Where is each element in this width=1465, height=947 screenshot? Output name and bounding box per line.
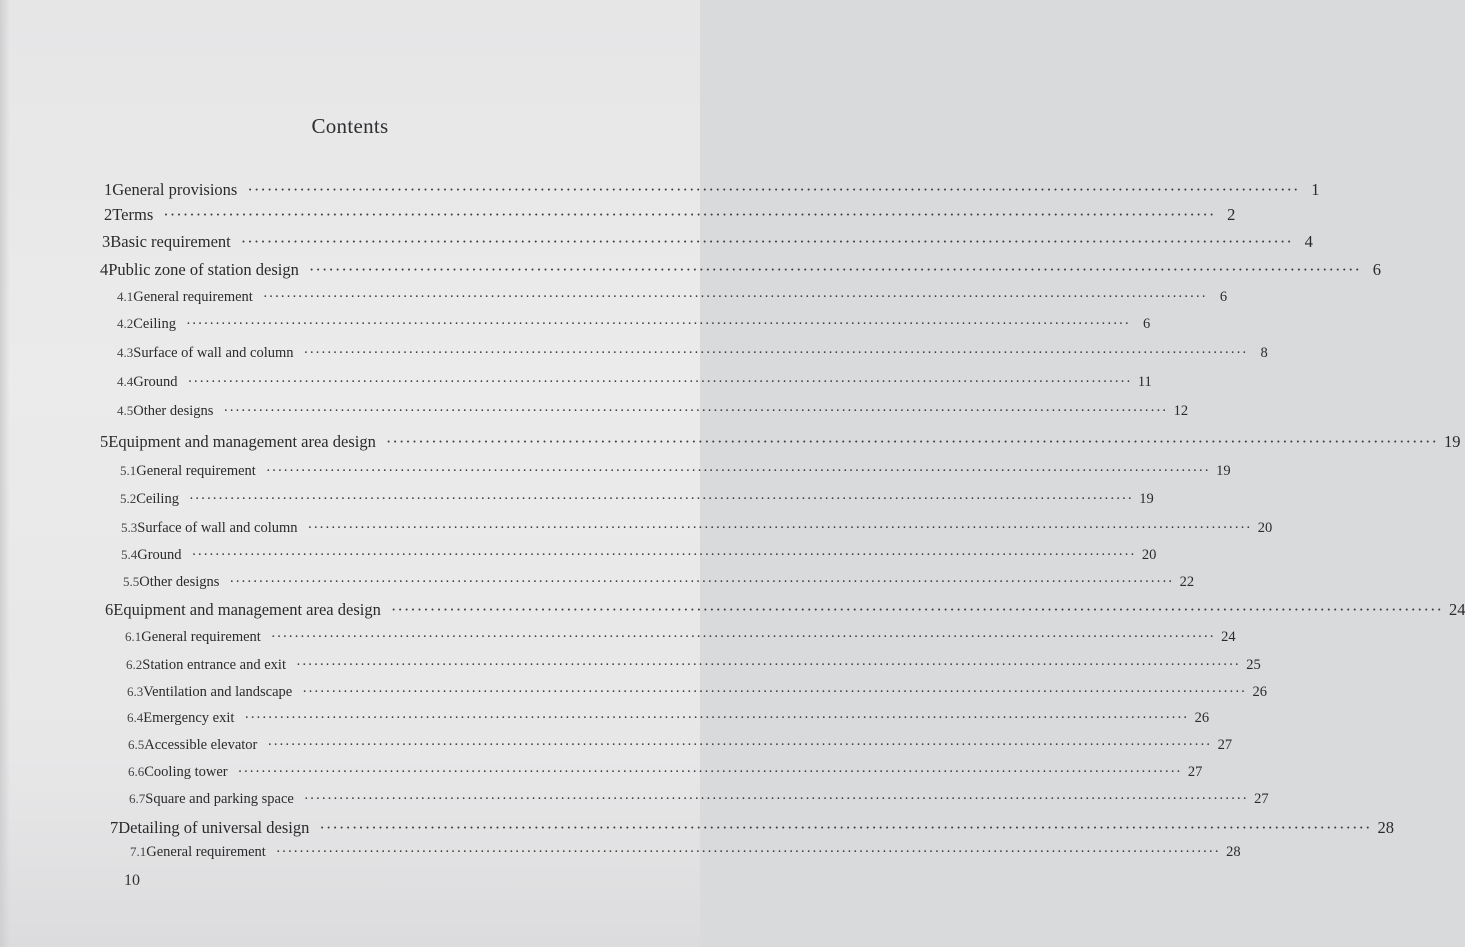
toc-entry-label: Other designs xyxy=(139,574,220,590)
toc-entry[interactable] xyxy=(127,710,1210,727)
toc-entry-label: Surface of wall and column xyxy=(137,520,298,536)
toc-entry-label: Ceiling xyxy=(136,491,179,507)
toc-entry-number: 6 xyxy=(105,600,114,619)
toc-entry-page: 1 xyxy=(1311,180,1320,199)
toc-entry-page: 28 xyxy=(1377,818,1394,837)
toc-entry[interactable] xyxy=(126,657,1261,674)
toc-entry[interactable] xyxy=(110,818,1394,838)
toc-dot-leader xyxy=(304,791,1248,808)
toc-entry-label: General provisions xyxy=(112,180,238,199)
toc-entry-number: 6.3 xyxy=(127,684,144,699)
toc-entry-number: 4.4 xyxy=(117,374,134,389)
toc-entry-number: 3 xyxy=(102,232,111,251)
toc-entry-number: 5.3 xyxy=(121,520,138,535)
toc-entry[interactable] xyxy=(120,463,1231,480)
toc-dot-leader xyxy=(189,491,1133,508)
toc-entry-number: 2 xyxy=(104,205,113,224)
toc-dot-leader xyxy=(247,180,1299,200)
toc-entry-label: Square and parking space xyxy=(145,791,294,807)
toc-dot-leader xyxy=(309,260,1361,280)
toc-entry-label: Ground xyxy=(137,547,182,563)
toc-entry[interactable] xyxy=(129,791,1269,808)
toc-entry-page: 11 xyxy=(1137,374,1152,390)
toc-entry-label: Emergency exit xyxy=(143,710,235,726)
toc-entry-number: 6.7 xyxy=(129,791,146,806)
toc-entry-page: 27 xyxy=(1187,764,1203,780)
toc-entry-label: General requirement xyxy=(133,289,253,305)
toc-entry-page: 19 xyxy=(1139,491,1154,507)
toc-entry-number: 5 xyxy=(100,432,109,451)
toc-dot-leader xyxy=(276,844,1220,861)
toc-entry-number: 6.5 xyxy=(128,737,145,752)
toc-entry[interactable] xyxy=(100,260,1382,280)
toc-entry-number: 5.5 xyxy=(123,574,140,589)
toc-entry-page: 22 xyxy=(1179,574,1195,590)
toc-entry[interactable] xyxy=(117,403,1189,420)
toc-entry-page: 2 xyxy=(1227,205,1236,224)
toc-entry-label: Ventilation and landscape xyxy=(143,684,293,700)
toc-entry-number: 7 xyxy=(110,818,119,837)
toc-entry-number: 4 xyxy=(100,260,109,279)
toc-entry-page: 6 xyxy=(1142,316,1151,332)
toc-entry-label: General requirement xyxy=(136,463,256,479)
toc-entry-label: Station entrance and exit xyxy=(142,657,286,673)
toc-entry-number: 5.2 xyxy=(120,491,137,506)
toc-entry[interactable] xyxy=(117,316,1151,333)
toc-dot-leader xyxy=(386,432,1438,452)
toc-dot-leader xyxy=(163,205,1215,225)
toc-entry-label: General requirement xyxy=(141,629,261,645)
toc-entry-label: Equipment and management area design xyxy=(113,600,381,619)
toc-entry[interactable] xyxy=(121,547,1157,564)
toc-entry-page: 19 xyxy=(1443,432,1461,451)
toc-entry-page: 8 xyxy=(1260,345,1268,361)
toc-entry-label: Equipment and management area design xyxy=(108,432,376,451)
toc-entry[interactable] xyxy=(125,629,1236,646)
toc-entry-number: 6.1 xyxy=(125,629,142,644)
toc-dot-leader xyxy=(238,764,1182,781)
toc-entry-number: 6.4 xyxy=(127,710,144,725)
toc-entry-label: Terms xyxy=(112,205,154,224)
toc-dot-leader xyxy=(229,574,1173,591)
page-number: 10 xyxy=(124,872,140,889)
toc-entry-page: 26 xyxy=(1252,684,1267,700)
toc-dot-leader xyxy=(267,737,1211,754)
toc-entry-label: Cooling tower xyxy=(144,764,228,780)
toc-entry-number: 5.4 xyxy=(121,547,138,562)
toc-entry-page: 6 xyxy=(1219,289,1228,305)
toc-entry[interactable] xyxy=(130,844,1241,861)
toc-entry-page: 19 xyxy=(1216,463,1231,479)
toc-entry-page: 20 xyxy=(1257,520,1273,536)
toc-entry-page: 20 xyxy=(1141,547,1157,563)
toc-entry[interactable] xyxy=(117,374,1152,391)
toc-entry-page: 6 xyxy=(1372,260,1382,279)
toc-entry[interactable] xyxy=(117,289,1228,306)
toc-entry[interactable] xyxy=(100,432,1461,452)
toc-entry-page: 26 xyxy=(1194,710,1210,726)
toc-entry-label: Accessible elevator xyxy=(144,737,258,753)
toc-entry-number: 1 xyxy=(104,180,113,199)
toc-entry-label: Surface of wall and column xyxy=(133,345,294,361)
toc-entry[interactable] xyxy=(123,574,1195,591)
toc-entry-number: 5.1 xyxy=(120,463,137,478)
toc-entry-label: Other designs xyxy=(133,403,214,419)
toc-entry-page: 25 xyxy=(1246,657,1261,673)
toc-entry[interactable] xyxy=(105,600,1465,620)
toc-entry-number: 6.2 xyxy=(126,657,143,672)
toc-dot-leader xyxy=(244,710,1188,727)
toc-dot-leader xyxy=(263,289,1207,306)
toc-entry[interactable] xyxy=(117,345,1268,362)
toc-entry-page: 12 xyxy=(1173,403,1189,419)
toc-entry-label: Public zone of station design xyxy=(108,260,299,279)
toc-entry-label: Detailing of universal design xyxy=(118,818,310,837)
toc-dot-leader xyxy=(271,629,1215,646)
toc-entry-number: 6.6 xyxy=(128,764,145,779)
toc-entry[interactable] xyxy=(128,764,1203,781)
toc-entry-number: 4.5 xyxy=(117,403,134,418)
toc-dot-leader xyxy=(192,547,1136,564)
toc-entry-number: 4.3 xyxy=(117,345,134,360)
toc-entry-page: 24 xyxy=(1221,629,1236,645)
toc-entry[interactable] xyxy=(121,520,1273,537)
toc-entry-number: 4.1 xyxy=(117,289,134,304)
toc-dot-leader xyxy=(391,600,1443,620)
toc-dot-leader xyxy=(241,232,1293,252)
toc-dot-leader xyxy=(319,818,1371,838)
toc-dot-leader xyxy=(186,316,1130,333)
toc-dot-leader xyxy=(304,345,1248,362)
toc-entry-number: 7.1 xyxy=(130,844,147,859)
toc-entry[interactable] xyxy=(128,737,1233,754)
toc-entry-page: 27 xyxy=(1254,791,1269,807)
toc-entry[interactable] xyxy=(104,180,1320,200)
toc-dot-leader xyxy=(302,684,1246,701)
page-title: Contents xyxy=(311,114,389,138)
toc-entry-page: 27 xyxy=(1217,737,1233,753)
toc-entry-page: 28 xyxy=(1226,844,1241,860)
toc-entry[interactable] xyxy=(127,684,1267,701)
toc-dot-leader xyxy=(308,520,1252,537)
toc-entry-label: Ceiling xyxy=(133,316,176,332)
toc-dot-leader xyxy=(266,463,1210,480)
toc-entry[interactable] xyxy=(120,491,1154,508)
toc-dot-leader xyxy=(188,374,1132,391)
toc-dot-leader xyxy=(296,657,1240,674)
toc-dot-leader xyxy=(223,403,1167,420)
toc-entry[interactable] xyxy=(102,232,1313,252)
toc-entry-page: 24 xyxy=(1448,600,1465,619)
toc-entry-number: 4.2 xyxy=(117,316,134,331)
toc-entry-label: Basic requirement xyxy=(110,232,231,251)
toc-entry[interactable] xyxy=(104,205,1236,225)
toc-entry-label: Ground xyxy=(133,374,178,390)
toc-entry-page: 4 xyxy=(1304,232,1313,251)
toc-entry-label: General requirement xyxy=(146,844,266,860)
